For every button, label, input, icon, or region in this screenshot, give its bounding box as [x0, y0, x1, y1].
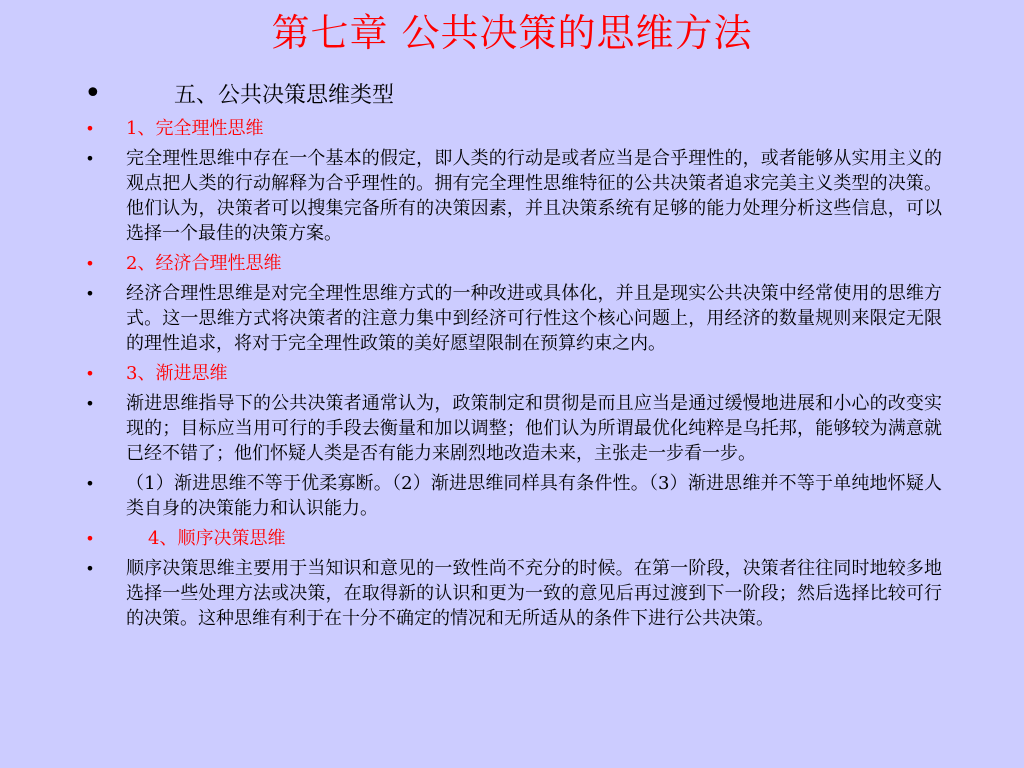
bullet-item-subheading-1: [82, 116, 942, 141]
bullet-icon: •: [85, 284, 95, 303]
bullet-icon: •: [85, 364, 95, 383]
subheading-text: 2、经济合理性思维: [126, 253, 282, 274]
bullet-icon: •: [85, 254, 95, 273]
paragraph-text: 顺序决策思维主要用于当知识和意见的一致性尚不充分的时候。在第一阶段，决策者往往同时地较多地选择一些处理方法或决策，在取得新的认识和更为一致的意见后再过渡到下一阶段；然后选择比较可行的决策。这种思维有利于在十分不确定的情况和无所适从的条件下进行公共决策。: [126, 558, 942, 629]
bullet-item-paragraph-4: [82, 471, 942, 521]
bullet-icon: •: [85, 559, 95, 578]
bullet-item-section-heading: [82, 76, 942, 112]
bullet-list: [82, 76, 942, 636]
slide-title: 第七章 公共决策的思维方法: [271, 11, 753, 55]
bullet-item-subheading-3: [82, 361, 942, 386]
section-heading-text: 五、公共决策思维类型: [174, 83, 395, 108]
bullet-item-paragraph-3: [82, 391, 942, 466]
bullet-item-paragraph-1: [82, 146, 942, 246]
bullet-icon: •: [85, 394, 95, 413]
paragraph-text: （1）渐进思维不等于优柔寡断。（2）渐进思维同样具有条件性。（3）渐进思维并不等于单纯地怀疑人类自身的决策能力和认识能力。: [126, 473, 942, 519]
subheading-text: 4、顺序决策思维: [148, 528, 286, 549]
bullet-icon: •: [85, 529, 95, 548]
paragraph-text: 完全理性思维中存在一个基本的假定，即人类的行动是或者应当是合乎理性的，或者能够从实用主义的观点把人类的行动解释为合乎理性的。拥有完全理性思维特征的公共决策者追求完美主义类型的决策。他们认为，决策者可以搜集完备所有的决策因素，并且决策系统有足够的能力处理分析这些信息，可以选择一个最佳的决策方案。: [126, 148, 942, 244]
subheading-text: 1、完全理性思维: [126, 118, 264, 139]
bullet-item-paragraph-5: [82, 556, 942, 631]
bullet-item-subheading-4: [82, 526, 942, 551]
bullet-item-subheading-2: [82, 251, 942, 276]
bullet-icon: •: [85, 149, 95, 168]
bullet-icon: •: [84, 76, 102, 111]
bullet-icon: •: [85, 474, 95, 493]
paragraph-text: 经济合理性思维是对完全理性思维方式的一种改进或具体化，并且是现实公共决策中经常使用的思维方式。这一思维方式将决策者的注意力集中到经济可行性这个核心问题上，用经济的数量规则来限定无限的理性追求，将对于完全理性政策的美好愿望限制在预算约束之内。: [126, 283, 942, 354]
paragraph-text: 渐进思维指导下的公共决策者通常认为，政策制定和贯彻是而且应当是通过缓慢地进展和小心的改变实现的；目标应当用可行的手段去衡量和加以调整；他们认为所谓最优化纯粹是乌托邦，能够较为满意就已经不错了；他们怀疑人类是否有能力来剧烈地改造未来，主张走一步看一步。: [126, 393, 942, 464]
bullet-item-paragraph-2: [82, 281, 942, 356]
bullet-icon: •: [85, 119, 95, 138]
subheading-text: 3、渐进思维: [126, 363, 228, 384]
